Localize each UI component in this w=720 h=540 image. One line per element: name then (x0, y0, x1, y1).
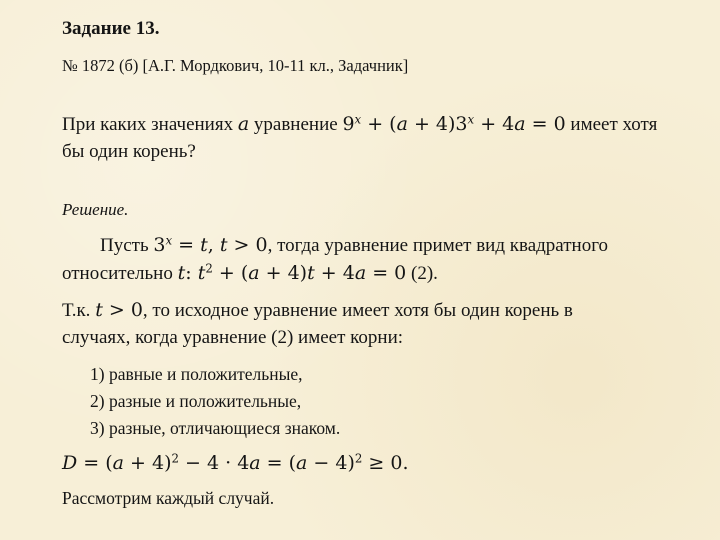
substitution-line-2 (62, 262, 438, 285)
quadratic-equation: t: $t^2 + (a + 4)t + 4a = 0$ (177, 261, 407, 284)
substitution-line2-lead: относительно (62, 263, 178, 284)
question-line-1 (62, 113, 657, 136)
reasoning-condition: t > 0 (95, 299, 143, 321)
question-after: имеет хотя (565, 114, 658, 135)
question-equation: $9^x + (a + 4)3^x + 4a = 0$ (342, 112, 566, 135)
case-number: 3) (90, 418, 105, 438)
question-param: a (237, 113, 250, 135)
reasoning-line-2: случаях, когда уравнение (2) имеет корни: (62, 327, 404, 348)
case-text: разные, отличающиеся знаком. (108, 418, 341, 438)
substitution-line2-tail: (2). (406, 263, 438, 284)
case-text: разные и положительные, (108, 391, 302, 411)
closing-line: Рассмотрим каждый случай. (62, 488, 275, 508)
task-source: № 1872 (б) [А.Г. Мордкович, 10-11 кл., Задачник] (62, 56, 409, 75)
question-mid: уравнение (249, 114, 343, 135)
substitution-formula: $3^x = t$, t > 0 (153, 233, 268, 256)
question-intro: При каких значениях (62, 114, 238, 135)
solution-label: Решение. (62, 200, 129, 219)
case-item (90, 418, 340, 439)
case-item (90, 364, 303, 385)
case-number: 2) (90, 391, 105, 411)
discriminant-formula: $D = (a + 4)^2 - 4 \cdot 4a = (a - 4)^2 \ge 0$. (62, 451, 409, 474)
case-text: равные и положительные, (108, 364, 303, 384)
task-title: Задание 13. (62, 18, 160, 39)
substitution-line-1 (100, 234, 608, 257)
reasoning-lead: Т.к. (62, 300, 96, 321)
substitution-lead: Пусть (100, 235, 154, 256)
case-number: 1) (90, 364, 105, 384)
reasoning-line-1 (62, 299, 573, 322)
substitution-tail: , тогда уравнение примет вид квадратного (267, 235, 609, 256)
case-item (90, 391, 301, 412)
question-line-2: бы один корень? (62, 141, 196, 162)
reasoning-tail: , то исходное уравнение имеет хотя бы один корень в (142, 300, 573, 321)
